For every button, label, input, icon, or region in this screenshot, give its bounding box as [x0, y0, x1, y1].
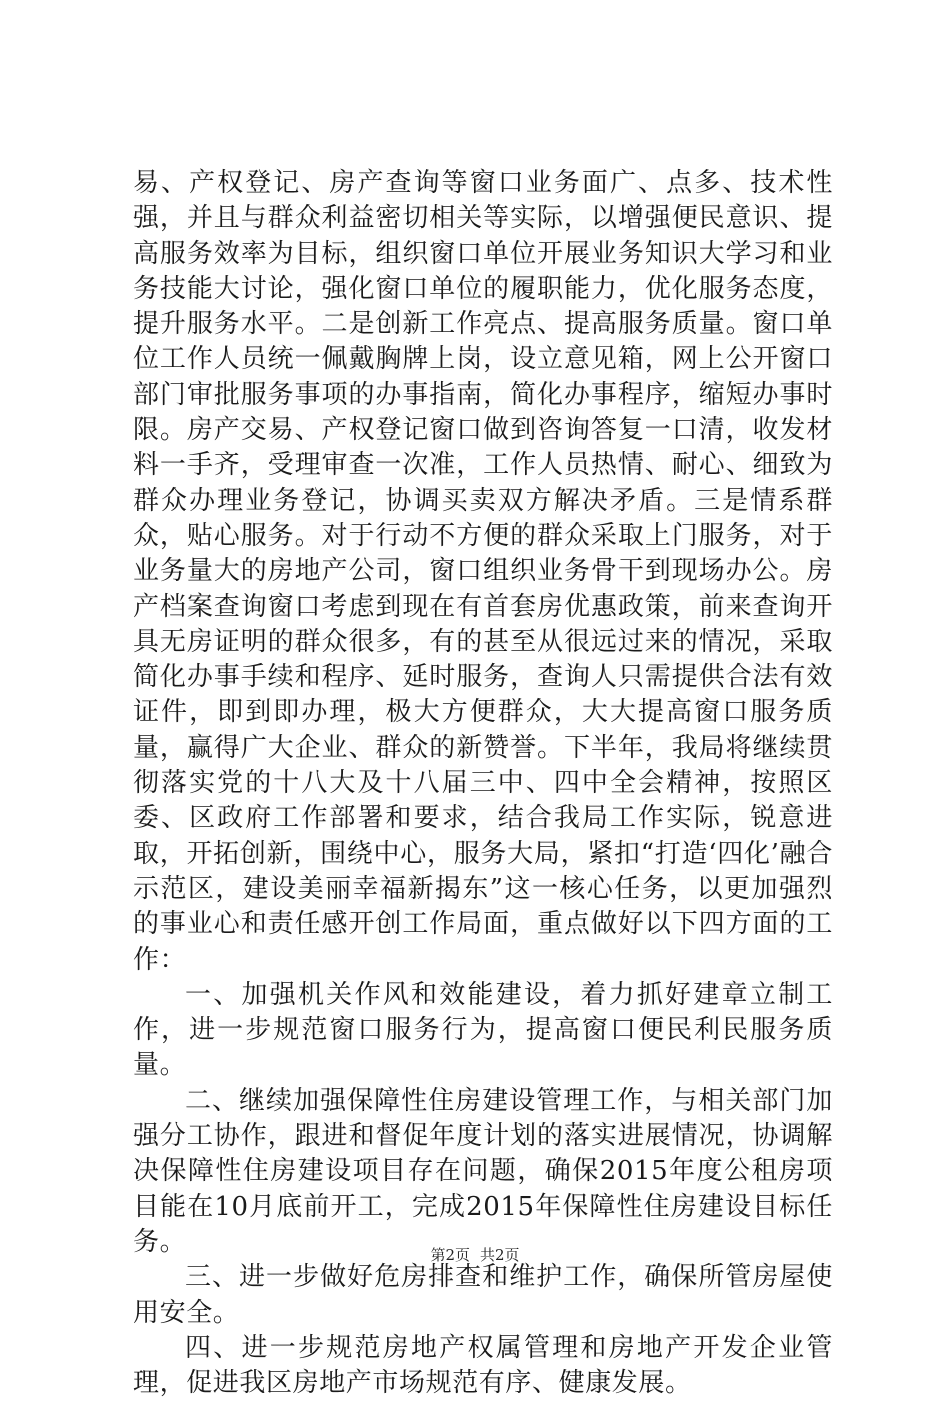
paragraph-item-3: 三、进一步做好危房排查和维护工作，确保所管房屋使用安全。	[133, 1262, 833, 1328]
paragraph-item-4: 四、进一步规范房地产权属管理和房地产开发企业管理，促进我区房地产市场规范有序、健康发展。	[133, 1332, 833, 1399]
page-number-current: 第2页	[430, 1246, 470, 1264]
paragraph-item-2: 二、继续加强保障性住房建设管理工作，与相关部门加强分工协作，跟进和督促年度计划的落实进展情况，协调解决保障性住房建设项目存在问题，确保2015年度公租房项目能在10月底前开工，完成2015年保障性住房建设目标任务。	[133, 1085, 833, 1257]
paragraph-continued: 易、产权登记、房产查询等窗口业务面广、点多、技术性强，并且与群众利益密切相关等实际，以增强便民意识、提高服务效率为目标，组织窗口单位开展业务知识大学习和业务技能大讨论，强化窗口单位的履职能力，优化服务态度，提升服务水平。二是创新工作亮点、提高服务质量。窗口单位工作人员统一佩戴胸牌上岗，设立意见箱，网上公开窗口部门审批服务事项的办事指南，简化办事程序，缩短办事时限。房产交易、产权登记窗口做到咨询答复一口清，收发材料一手齐，受理审查一次准，工作人员热情、耐心、细致为群众办理业务登记，协调买卖双方解决矛盾。三是情系群众，贴心服务。对于行动不方便的群众采取上门服务，对于业务量大的房地产公司，窗口组织业务骨干到现场办公。房产档案查询窗口考虑到现在有首套房优惠政策，前来查询开具无房证明的群众很多，有的甚至从很远过来的情况，采取简化办事手续和程序、延时服务，查询人只需提供合法有效证件，即到即办理，极大方便群众，大大提高窗口服务质量，赢得广大企业、群众的新赞誉。下半年，我局将继续贯彻落实党的十八大及十八届三中、四中全会精神，按照区委、区政府工作部署和要求，结合我局工作实际，锐意进取，开拓创新，围绕中心，服务大局，紧扣“打造‘四化’融合示范区，建设美丽幸福新揭东”这一核心任务，以更加强烈的事业心和责任感开创工作局面，重点做好以下四方面的工作：	[133, 168, 833, 975]
page-footer	[0, 1244, 950, 1265]
document-body	[133, 166, 833, 1401]
paragraph-item-1: 一、加强机关作风和效能建设，着力抓好建章立制工作，进一步规范窗口服务行为，提高窗口便民利民服务质量。	[133, 979, 833, 1081]
page-number-total: 共2页	[480, 1246, 520, 1264]
